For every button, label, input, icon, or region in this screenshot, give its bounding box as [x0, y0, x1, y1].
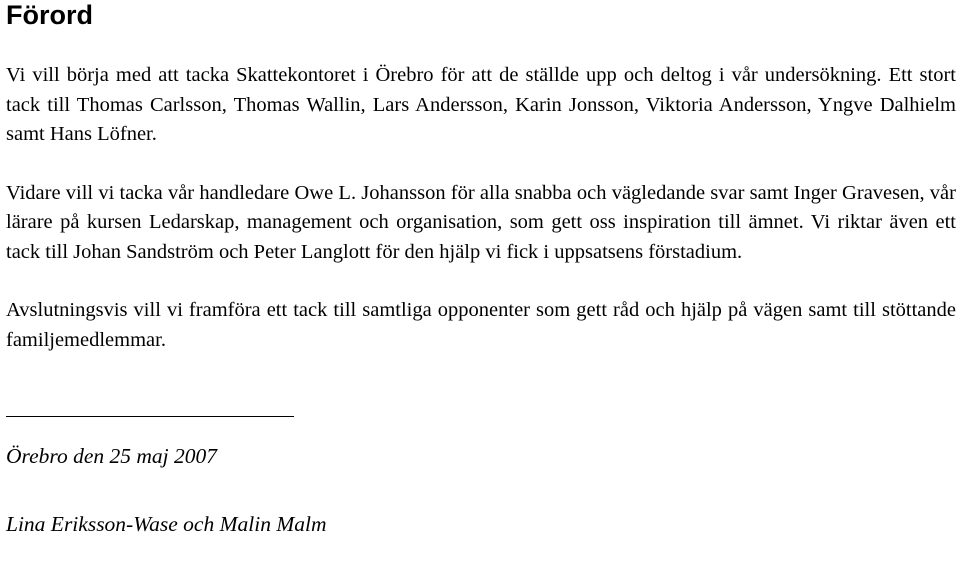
document-page [6, 0, 956, 539]
place-date: Örebro den 25 maj 2007 [6, 444, 218, 468]
paragraph-thanks-tax-office: Vi vill börja med att tacka Skattekontoret i Örebro för att de ställde upp och deltog i vår undersökning. Ett stort tack till Thomas Carlsson, Thomas Wallin, Lars Andersson, Karin Jonsson, Viktoria Andersson, Yngve Dalhielm samt Hans Löfner. [6, 64, 956, 145]
signature-divider [6, 416, 294, 417]
paragraph-closing-thanks: Avslutningsvis vill vi framföra ett tack till samtliga opponenter som gett råd och hjälp på vägen samt till stöttande familjemedlemmar. [6, 299, 956, 351]
section-heading: Förord [6, 0, 93, 30]
paragraph-thanks-supervisor: Vidare vill vi tacka vår handledare Owe L. Johansson för alla snabba och vägledande svar samt Inger Gravesen, vår lärare på kursen Ledarskap, management och organisation, som gett oss inspiration till ämnet. Vi riktar även ett tack till Johan Sandström och Peter Langlott för den hjälp vi fick i uppsatsens förstadium. [6, 181, 956, 263]
authors-signature: Lina Eriksson-Wase och Malin Malm [6, 512, 327, 536]
